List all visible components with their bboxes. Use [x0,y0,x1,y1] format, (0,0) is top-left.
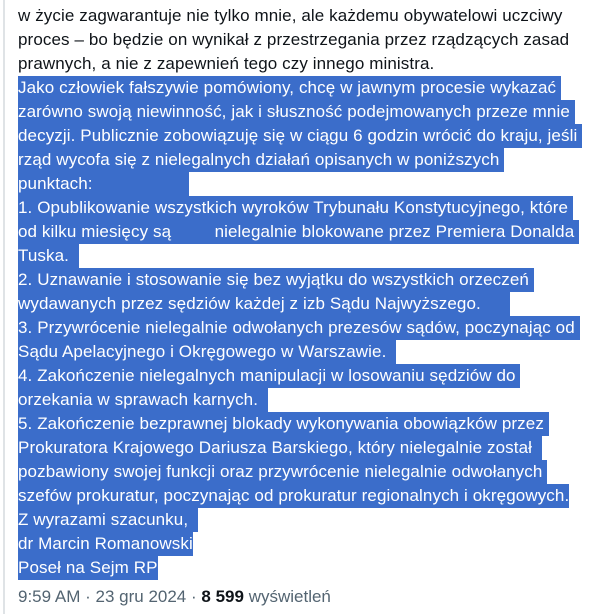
line-text: w życie zagwarantuje nie tylko mnie, ale każdemu obywatelowi uczciwy [18,6,563,25]
tweet-text-line [18,484,602,508]
line-text: Tuska. [18,244,79,268]
line-text: prawnych, a nie z zapewnień tego czy innego ministra. [18,54,435,73]
tweet-text-line [18,220,602,244]
tweet-text-line [18,388,602,412]
line-text: proces – bo będzie on wynikał z przestrzegania przez rządzących zasad [18,30,570,49]
line-text: orzekania w sprawach karnych. [18,388,268,412]
views-count: 8 599 [201,587,244,606]
tweet-text-line [18,292,602,316]
tweet-text-line [18,556,602,580]
tweet-text-line [18,76,602,100]
tweet-meta [18,586,331,608]
line-text: 2. Uznawanie i stosowanie się bez wyjątku do wszystkich orzeczeń [18,268,534,292]
tweet-date: 23 gru 2024 [95,587,187,606]
column-border [3,0,5,614]
line-text: szefów prokuratur, poczynając od prokuratur regionalnych i okręgowych. [18,484,569,508]
tweet-text-line [18,148,602,172]
line-text: Jako człowiek fałszywie pomówiony, chcę w jawnym procesie wykazać [18,76,561,100]
tweet-text-line [18,532,602,556]
line-text: Sądu Apelacyjnego i Okręgowego w Warszawie. [18,340,396,364]
separator-dot: · [191,587,197,606]
line-text: zarówno swoją niewinność, jak i słuszność podejmowanych przeze mnie [18,100,575,124]
separator-dot: · [85,587,91,606]
tweet-text-line [18,52,602,76]
tweet-text-line [18,100,602,124]
line-text: Prokuratora Krajowego Dariusza Barskiego, który nielegalnie został [18,436,542,460]
line-text: punktach: [18,172,189,196]
tweet-text-line [18,508,602,532]
line-text: 5. Zakończenie bezprawnej blokady wykonywania obowiązków przez [18,412,549,436]
line-text: decyzji. Publicznie zobowiązuję się w ciągu 6 godzin wrócić do kraju, jeśli [18,124,582,148]
line-text: od kilku miesięcy są nielegalnie blokowane przez Premiera Donalda [18,220,579,244]
line-text: wydawanych przez sędziów każdej z izb Sądu Najwyższego. [18,292,510,316]
line-text: 3. Przywrócenie nielegalnie odwołanych prezesów sądów, poczynając od [18,316,580,340]
tweet-text-line [18,244,602,268]
line-text: pozbawiony swojej funkcji oraz przywrócenie nielegalnie odwołanych [18,460,547,484]
line-text: rząd wycofa się z nielegalnych działań opisanych w poniższych [18,148,504,172]
tweet-text-line [18,4,602,28]
tweet-text-line [18,172,602,196]
line-text: Z wyrazami szacunku, [18,508,198,532]
tweet-text-line [18,364,602,388]
line-text: 4. Zakończenie nielegalnych manipulacji w losowaniu sędziów do [18,364,520,388]
line-text: Poseł na Sejm RP [18,556,158,580]
tweet-text-line [18,124,602,148]
tweet-text[interactable] [18,4,602,580]
tweet-text-line [18,316,602,340]
line-text: 1. Opublikowanie wszystkich wyroków Trybunału Konstytucyjnego, które [18,196,573,220]
tweet-text-line [18,196,602,220]
tweet-time: 9:59 AM [18,587,81,606]
views-label: wyświetleń [248,587,331,606]
tweet-text-line [18,268,602,292]
tweet-text-line [18,460,602,484]
line-text: dr Marcin Romanowski [18,532,193,556]
tweet-text-line [18,28,602,52]
tweet-text-line [18,340,602,364]
tweet-text-line [18,412,602,436]
tweet-text-line [18,436,602,460]
